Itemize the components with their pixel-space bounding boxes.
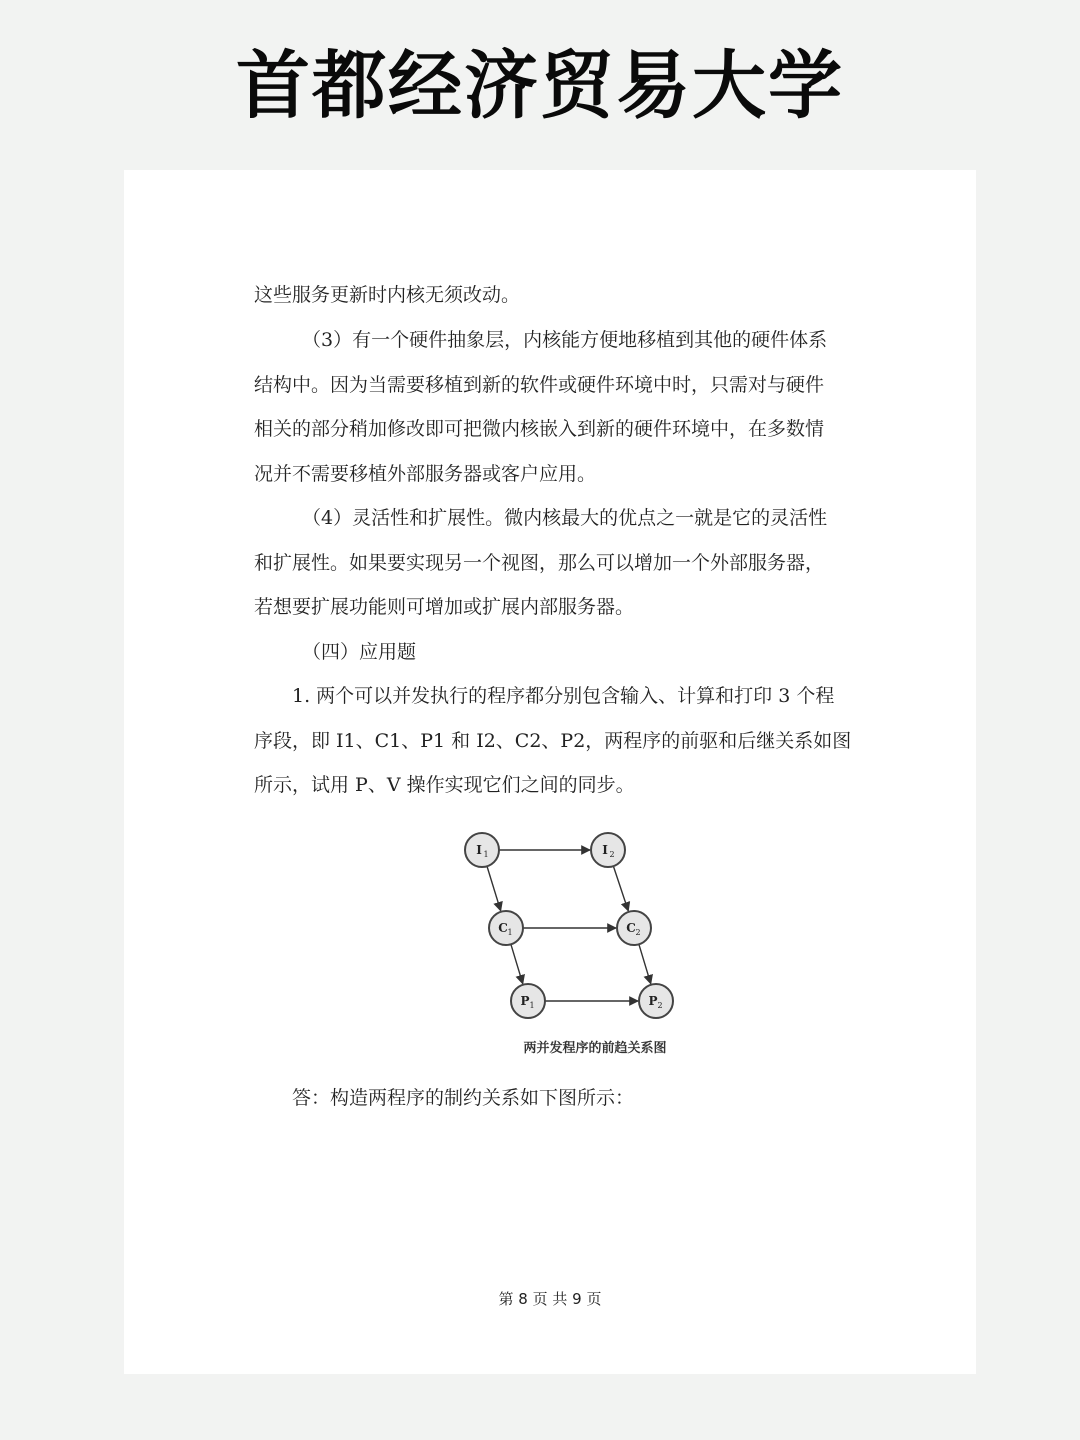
node-label: I — [476, 843, 482, 857]
text-line: （3）有一个硬件抽象层，内核能方便地移植到其他的硬件体系 — [302, 329, 828, 351]
node-subscript: 1 — [483, 850, 489, 859]
node-p2 — [639, 984, 673, 1018]
precedence-graph — [450, 820, 690, 1065]
text-line: （4）灵活性和扩展性。微内核最大的优点之一就是它的灵活性 — [302, 507, 828, 529]
text-line: 况并不需要移植外部服务器或客户应用。 — [254, 462, 597, 485]
section-heading — [254, 630, 854, 675]
node-subscript: 2 — [609, 850, 615, 859]
node-circle — [465, 833, 499, 867]
text-line: 答：构造两程序的制约关系如下图所示： — [292, 1087, 635, 1109]
node-label: C — [626, 921, 636, 935]
node-subscript: 1 — [507, 928, 513, 937]
paragraph-item-4 — [254, 496, 854, 630]
node-subscript: 2 — [635, 928, 641, 937]
node-i1 — [465, 833, 499, 867]
text-line: （四）应用题 — [302, 641, 417, 663]
node-p1 — [511, 984, 545, 1018]
text-line: 这些服务更新时内核无须改动。 — [254, 284, 521, 306]
text-line: 若想要扩展功能则可增加或扩展内部服务器。 — [254, 596, 635, 619]
node-label: P — [648, 994, 658, 1008]
text-line: 所示，试用 P、V 操作实现它们之间的同步。 — [254, 774, 635, 797]
precedence-diagram — [450, 820, 690, 1065]
diagram-caption: 两并发程序的前趋关系图 — [523, 1041, 667, 1056]
document-page — [124, 170, 976, 1374]
node-label: P — [520, 994, 530, 1008]
node-label: C — [498, 921, 508, 935]
page-footer: 第 8 页 共 9 页 — [498, 1290, 602, 1308]
question-1 — [254, 674, 854, 808]
page-banner-title: 首都经济贸易大学 — [236, 43, 844, 129]
node-subscript: 2 — [657, 1001, 663, 1010]
text-line: 1. 两个可以并发执行的程序都分别包含输入、计算和打印 3 个程 — [292, 685, 835, 707]
text-line: 和扩展性。如果要实现另一个视图，那么可以增加一个外部服务器， — [254, 551, 825, 574]
node-label: I — [602, 843, 608, 857]
edge-i1-c1 — [487, 866, 501, 911]
node-c2 — [617, 911, 651, 945]
paragraph-item-3 — [254, 318, 854, 496]
edge-c1-p1 — [511, 944, 523, 983]
text-line: 相关的部分稍加修改即可把微内核嵌入到新的硬件环境中，在多数情 — [254, 418, 825, 441]
answer-line — [254, 1076, 854, 1121]
edge-i2-c2 — [613, 866, 628, 911]
node-subscript: 1 — [529, 1001, 535, 1010]
node-c1 — [489, 911, 523, 945]
node-i2 — [591, 833, 625, 867]
node-circle — [591, 833, 625, 867]
edge-c2-p2 — [639, 944, 651, 983]
text-line: 结构中。因为当需要移植到新的软件或硬件环境中时，只需对与硬件 — [254, 373, 825, 396]
text-line: 序段，即 I1、C1、P1 和 I2、C2、P2，两程序的前驱和后继关系如图 — [254, 729, 852, 752]
paragraph-continuation — [254, 273, 854, 318]
